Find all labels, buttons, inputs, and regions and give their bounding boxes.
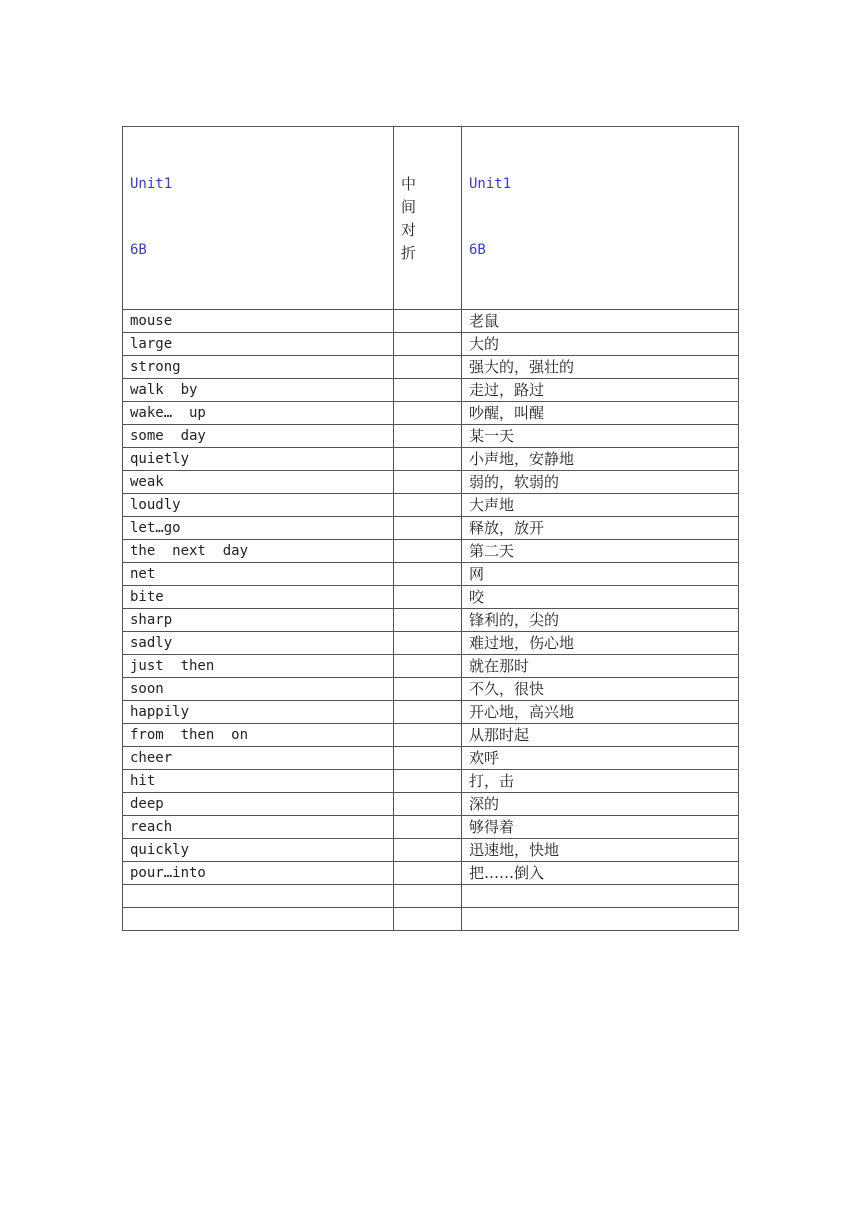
english-word-cell: mouse [123,310,394,333]
fold-column-cell [394,563,462,586]
english-word-cell: quickly [123,839,394,862]
fold-column-cell [394,862,462,885]
chinese-meaning-cell: 走过，路过 [462,379,739,402]
fold-column-cell [394,908,462,931]
table-header-row [123,127,739,310]
chinese-meaning-cell: 吵醒，叫醒 [462,402,739,425]
english-word-cell: walk by [123,379,394,402]
fold-column-cell [394,747,462,770]
english-word-cell: just then [123,655,394,678]
english-word-cell: deep [123,793,394,816]
fold-column-cell [394,793,462,816]
fold-column-cell [394,701,462,724]
english-word-cell: some day [123,425,394,448]
fold-column-cell [394,517,462,540]
english-word-cell: reach [123,816,394,839]
table-row [123,632,739,655]
english-word-cell: hit [123,770,394,793]
table-row [123,310,739,333]
english-word-cell [123,885,394,908]
left-book-title: 6B [130,242,147,258]
english-word-cell: loudly [123,494,394,517]
fold-column-cell [394,471,462,494]
fold-column-cell [394,333,462,356]
chinese-meaning-cell: 从那时起 [462,724,739,747]
chinese-meaning-cell: 够得着 [462,816,739,839]
chinese-meaning-cell [462,885,739,908]
fold-column-cell [394,655,462,678]
right-book-title: 6B [469,242,486,258]
fold-column-cell [394,425,462,448]
english-word-cell: strong [123,356,394,379]
chinese-meaning-cell: 网 [462,563,739,586]
table-row [123,908,739,931]
chinese-meaning-cell: 深的 [462,793,739,816]
english-word-cell: sadly [123,632,394,655]
vocabulary-table-body [123,127,739,931]
fold-column-cell [394,609,462,632]
table-row [123,839,739,862]
table-row [123,333,739,356]
fold-column-cell [394,356,462,379]
table-row [123,770,739,793]
english-word-cell: happily [123,701,394,724]
table-row [123,609,739,632]
chinese-meaning-cell: 难过地，伤心地 [462,632,739,655]
header-left-cell [123,127,394,310]
chinese-meaning-cell: 第二天 [462,540,739,563]
english-word-cell [123,908,394,931]
chinese-meaning-cell: 咬 [462,586,739,609]
table-row [123,793,739,816]
chinese-meaning-cell: 把……倒入 [462,862,739,885]
chinese-meaning-cell: 某一天 [462,425,739,448]
english-word-cell: the next day [123,540,394,563]
table-row [123,678,739,701]
fold-column-cell [394,885,462,908]
english-word-cell: net [123,563,394,586]
chinese-meaning-cell: 开心地，高兴地 [462,701,739,724]
fold-column-cell [394,839,462,862]
vocabulary-table [122,126,739,931]
table-row [123,448,739,471]
english-word-cell: wake… up [123,402,394,425]
fold-column-cell [394,586,462,609]
english-word-cell: bite [123,586,394,609]
table-row [123,724,739,747]
table-row [123,540,739,563]
table-row [123,747,739,770]
fold-column-cell [394,770,462,793]
table-row [123,471,739,494]
table-row [123,816,739,839]
english-word-cell: from then on [123,724,394,747]
fold-column-cell [394,494,462,517]
table-row [123,701,739,724]
table-row [123,494,739,517]
chinese-meaning-cell: 不久，很快 [462,678,739,701]
chinese-meaning-cell: 小声地，安静地 [462,448,739,471]
header-right-cell [462,127,739,310]
chinese-meaning-cell: 锋利的，尖的 [462,609,739,632]
table-row [123,655,739,678]
right-unit-title: Unit1 [469,176,512,192]
chinese-meaning-cell: 打，击 [462,770,739,793]
fold-column-cell [394,402,462,425]
fold-column-cell [394,632,462,655]
english-word-cell: cheer [123,747,394,770]
chinese-meaning-cell [462,908,739,931]
header-middle-cell [394,127,462,310]
english-word-cell: soon [123,678,394,701]
english-word-cell: weak [123,471,394,494]
table-row [123,563,739,586]
table-row [123,356,739,379]
chinese-meaning-cell: 强大的，强壮的 [462,356,739,379]
fold-column-cell [394,379,462,402]
fold-column-cell [394,816,462,839]
chinese-meaning-cell: 就在那时 [462,655,739,678]
table-row [123,586,739,609]
english-word-cell: sharp [123,609,394,632]
fold-column-cell [394,310,462,333]
fold-column-cell [394,540,462,563]
left-unit-title: Unit1 [130,176,173,192]
fold-column-cell [394,678,462,701]
table-row [123,517,739,540]
chinese-meaning-cell: 大声地 [462,494,739,517]
table-row [123,425,739,448]
table-row [123,379,739,402]
chinese-meaning-cell: 欢呼 [462,747,739,770]
english-word-cell: quietly [123,448,394,471]
fold-column-cell [394,724,462,747]
chinese-meaning-cell: 大的 [462,333,739,356]
table-row [123,862,739,885]
fold-column-cell [394,448,462,471]
chinese-meaning-cell: 释放，放开 [462,517,739,540]
table-row [123,402,739,425]
english-word-cell: large [123,333,394,356]
english-word-cell: let…go [123,517,394,540]
chinese-meaning-cell: 迅速地，快地 [462,839,739,862]
english-word-cell: pour…into [123,862,394,885]
chinese-meaning-cell: 弱的，软弱的 [462,471,739,494]
chinese-meaning-cell: 老鼠 [462,310,739,333]
fold-in-middle-note: 中间对折 [401,175,417,262]
table-row [123,885,739,908]
